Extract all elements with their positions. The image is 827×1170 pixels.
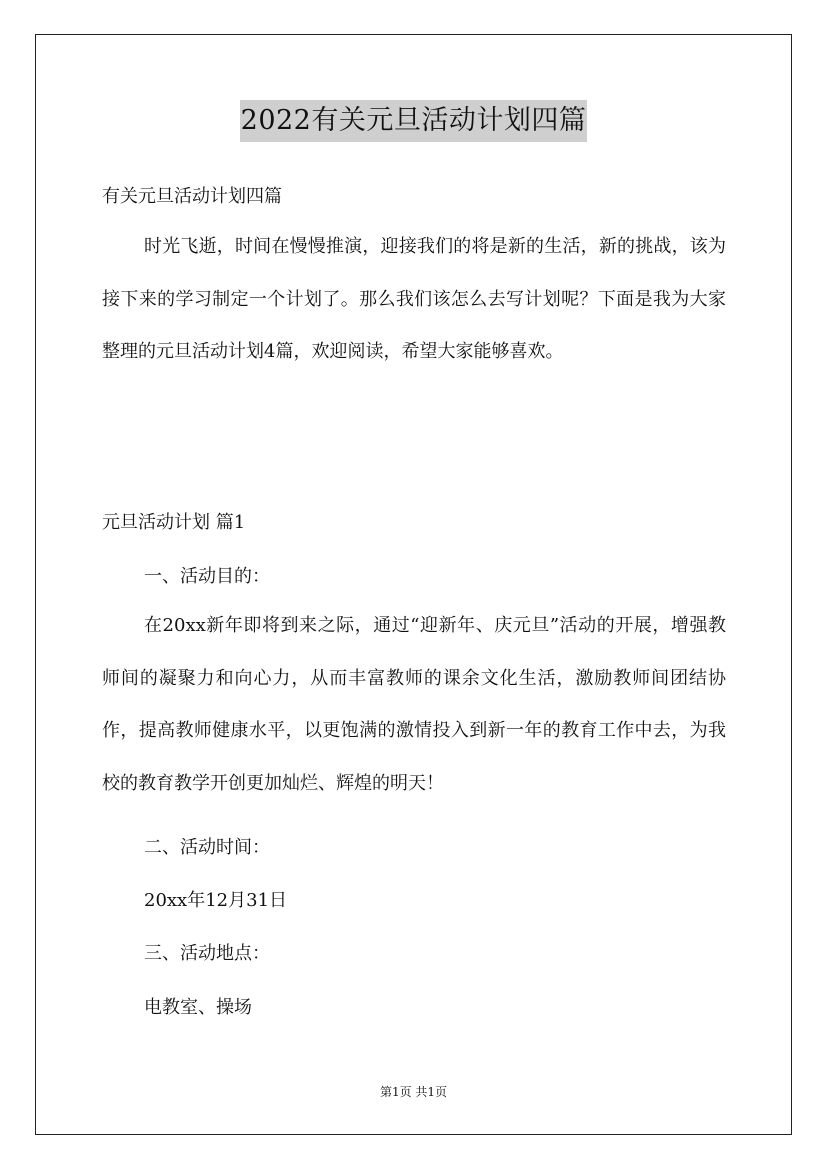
event-location: 电教室、操场: [144, 997, 252, 1018]
section-heading: 元旦活动计划 篇1: [102, 512, 246, 533]
document-subtitle: 有关元旦活动计划四篇: [102, 186, 282, 207]
document-title: 2022有关元旦活动计划四篇: [240, 100, 588, 142]
title-container: [0, 100, 827, 142]
heading-time: 二、活动时间：: [144, 837, 270, 858]
heading-purpose: 一、活动目的：: [144, 566, 270, 587]
heading-location: 三、活动地点：: [144, 943, 270, 964]
intro-paragraph: 时光飞逝，时间在慢慢推演，迎接我们的将是新的生活，新的挑战，该为接下来的学习制定一个计划了。那么我们该怎么去写计划呢？下面是我为大家整理的元旦活动计划4篇，欢迎阅读，希望大家能够喜欢。: [102, 236, 726, 362]
page-footer: 第1页 共1页: [379, 1085, 448, 1099]
purpose-paragraph: 在20xx新年即将到来之际，通过“迎新年、庆元旦”活动的开展，增强教师间的凝聚力和向心力，从而丰富教师的课余文化生活，激励教师间团结协作，提高教师健康水平，以更饱满的激情投入到新一年的教育工作中去，为我校的教育教学开创更加灿烂、辉煌的明天！: [102, 615, 726, 794]
event-date: 20xx年12月31日: [144, 890, 288, 911]
